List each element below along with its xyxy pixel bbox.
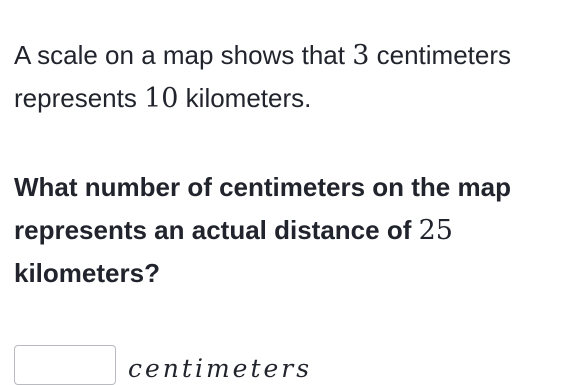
question-text-2: kilometers?: [14, 258, 160, 288]
problem-intro: [14, 34, 574, 120]
question-text-1: What number of centimeters on the map represents an actual distance of: [14, 172, 511, 245]
intro-number-3: 3: [352, 40, 370, 71]
question-number-25: 25: [418, 215, 453, 246]
answer-input[interactable]: [14, 345, 116, 385]
intro-number-10: 10: [144, 83, 179, 114]
intro-text-3: kilometers.: [178, 83, 312, 113]
problem-statement: [14, 34, 574, 295]
problem-question: [14, 166, 574, 295]
answer-unit-label: centimeters: [128, 354, 313, 383]
intro-text-1: A scale on a map shows that: [14, 40, 353, 70]
answer-row: [14, 345, 312, 385]
intro-text-2: centimeters represents: [14, 40, 511, 113]
